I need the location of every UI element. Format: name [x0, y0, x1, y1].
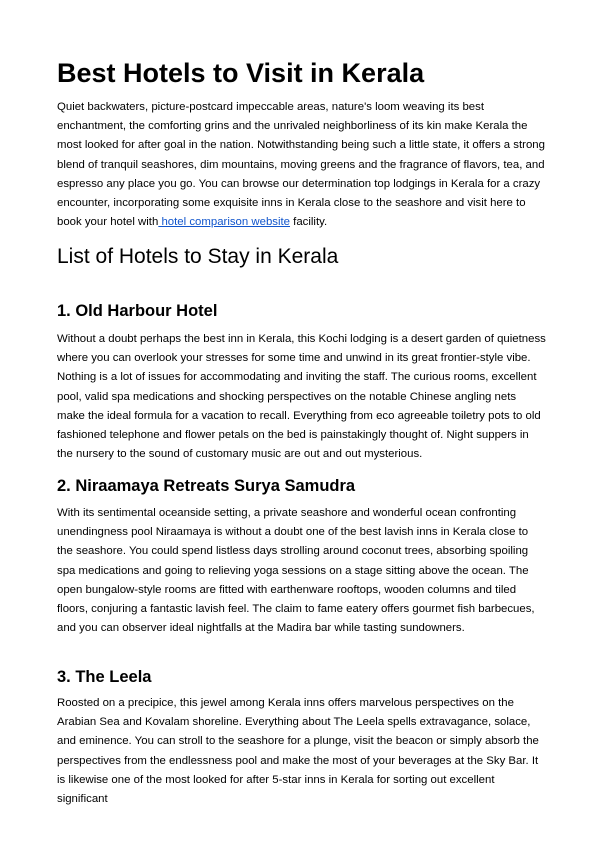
- hotel-description: With its sentimental oceanside setting, a private seashore and wonderful ocean confronting unendingness pool Niraamaya is without a doubt one of the best lavish inns in Kerala close to the seashore. You could spend listless days strolling around coconut trees, absorbing spoiling spa medications and going to relieving yoga sessions on a stage sitting above the ocean. The open bungalow-style rooms are fitted with earthenware rooftops, wooden columns and tiled floors, conjuring a fantastic lavish feel. The claim to fame eatery offers gourmet fish barbecues, and you can observer ideal nightfalls at the Madira bar while tasting sundowners.: [57, 507, 535, 635]
- intro-paragraph: [57, 98, 547, 232]
- hotel-description: Roosted on a precipice, this jewel among Kerala inns offers marvelous perspectives on the Arabian Sea and Kovalam shoreline. Everything about The Leela spells extravagance, solace, and eminence. You can stroll to the seashore for a plunge, visit the beacon or simply absorb the perspectives from the endlessness pool and make the most of your beverages at the Sky Bar. It is likewise one of the most looked for after 5-star inns in Kerala for sorting out excellent significant: [57, 697, 539, 806]
- hotel-heading: 2. Niraamaya Retreats Surya Samudra: [57, 477, 356, 495]
- page-title: Best Hotels to Visit in Kerala: [57, 58, 425, 88]
- intro-text-end: facility.: [290, 216, 328, 229]
- hotel-comparison-link[interactable]: hotel comparison website: [158, 216, 291, 229]
- intro-text: Quiet backwaters, picture-postcard impeccable areas, nature's loom weaving its best enchantment, the comforting grins and the unrivaled neighborliness of its kin make Kerala the most looked for after goal in the nation. Notwithstanding being such a little state, it offers a strong blend of tranquil seashores, dim mountains, moving greens and the fragrance of flavors, tea, and espresso any place you go. You can browse our determination top lodgings in Kerala for a crazy encounter, incorporating some exquisite inns in Kerala close to the seashore and visit here to book your hotel with: [57, 101, 545, 229]
- hotel-heading: 3. The Leela: [57, 668, 152, 686]
- hotel-description: Without a doubt perhaps the best inn in Kerala, this Kochi lodging is a desert garden of quietness where you can overlook your stresses for some time and unwind in its great frontier-style vibe. Nothing is a lot of issues for accommodating and inviting the staff. The curious rooms, excellent pool, valid spa medications and shocking perspectives on the notable Chinese angling nets make the ideal formula for a vacation to recall. Everything from eco agreeable toiletry pots to old fashioned telephone and flower petals on the bed is painstakingly thought of. Night suppers in the nursery to the sound of customary music are out and out mysterious.: [57, 333, 546, 461]
- list-heading: List of Hotels to Stay in Kerala: [57, 245, 339, 268]
- hotel-heading: 1. Old Harbour Hotel: [57, 302, 218, 320]
